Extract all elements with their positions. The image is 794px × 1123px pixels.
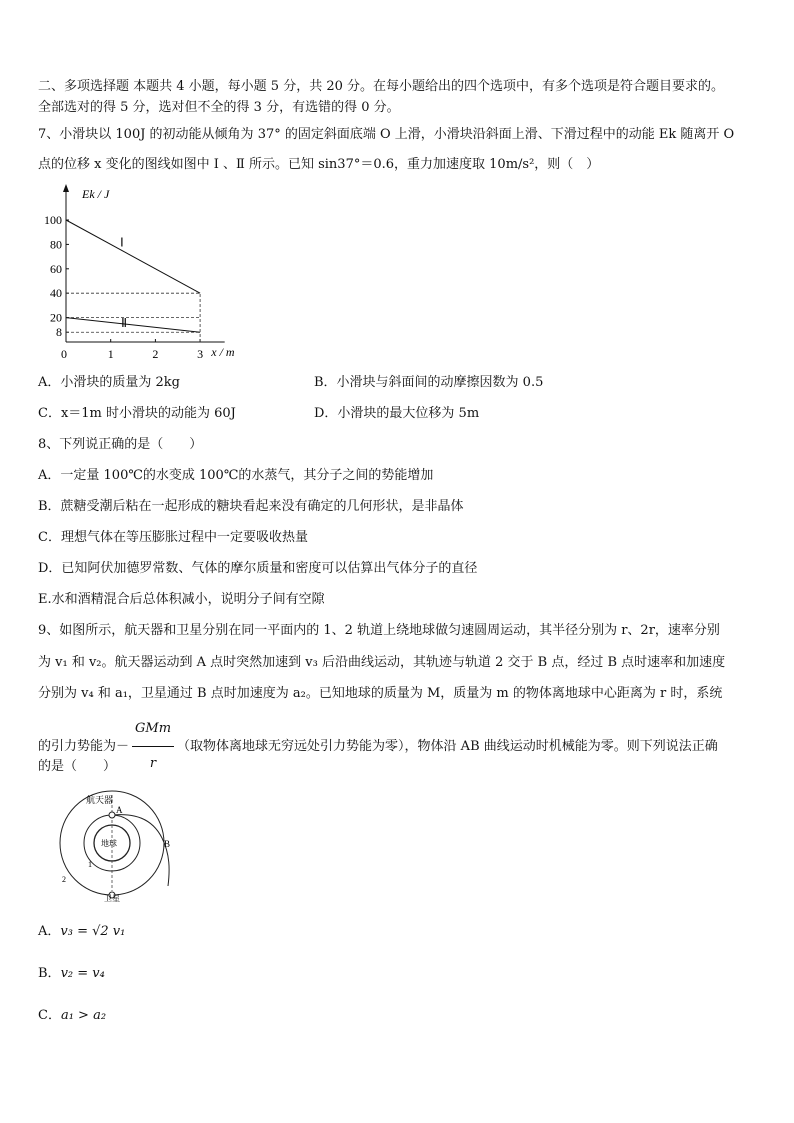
y-axis-label: Ek / J bbox=[82, 187, 110, 201]
label-satellite: 卫星 bbox=[104, 894, 120, 902]
q9-option-b-prefix: B． bbox=[38, 966, 61, 981]
label-orbit-1: 1 bbox=[88, 860, 92, 869]
label-point-a: A bbox=[116, 805, 123, 815]
q9-stem-line3: 分别为 v₄ 和 a₁，卫星通过 B 点时加速度为 a₂。已知地球的质量为 M，质量为 m 的物体离地球中心距离为 r 时，系统 bbox=[38, 686, 723, 701]
q8-option-a: A．一定量 100℃的水变成 100℃的水蒸气，其分子之间的势能增加 bbox=[38, 468, 434, 483]
y-tick-label: 80 bbox=[50, 237, 62, 252]
x-tick-label: 2 bbox=[152, 347, 159, 361]
label-earth: 地球 bbox=[101, 839, 117, 848]
q9-stem-line2: 为 v₁ 和 v₂。航天器运动到 A 点时突然加速到 v₃ 后沿曲线运动，其轨迹与轨道 2 交于 B 点，经过 B 点时速率和加速度 bbox=[38, 655, 726, 670]
spacecraft-marker bbox=[109, 812, 115, 818]
x-tick-label: 1 bbox=[107, 347, 114, 361]
y-axis-arrow bbox=[63, 184, 69, 192]
section-header-line1: 二、多项选择题 本题共 4 小题，每小题 5 分，共 20 分。在每小题给出的四个选项中，有多个选项是符合题目要求的。 bbox=[38, 79, 725, 94]
q9-stem-line1: 9、如图所示，航天器和卫星分别在同一平面内的 1、2 轨道上绕地球做匀速圆周运动，其半径分别为 r、2r，速率分别 bbox=[38, 623, 720, 638]
q7-option-a: A．小滑块的质量为 2kg bbox=[38, 375, 180, 390]
q9-option-a-formula: v₃ = √2 v₁ bbox=[60, 924, 126, 939]
q9-line4-pre: 的引力势能为－ bbox=[38, 739, 130, 754]
q9-option-a bbox=[38, 920, 125, 939]
potential-energy-fraction bbox=[132, 712, 174, 781]
q8-option-b: B．蔗糖受潮后粘在一起形成的糖块看起来没有确定的几何形状，是非晶体 bbox=[38, 499, 464, 514]
series-label-2: Ⅱ bbox=[121, 315, 128, 330]
x-axis-label: x / m bbox=[211, 345, 235, 359]
y-tick-label: 60 bbox=[50, 261, 62, 276]
origin-label: 0 bbox=[61, 347, 67, 361]
q9-option-a-prefix: A． bbox=[38, 924, 61, 939]
y-tick-label: 100 bbox=[44, 213, 62, 227]
x-tick-label: 3 bbox=[197, 347, 204, 361]
fraction-denominator: r bbox=[149, 756, 157, 771]
fraction-numerator: GMm bbox=[132, 712, 174, 747]
label-spacecraft: 航天器 bbox=[86, 795, 114, 805]
y-tick-label: 40 bbox=[50, 286, 62, 301]
q9-line4-post: （取物体离地球无穷远处引力势能为零），物体沿 AB 曲线运动时机械能为零。则下列说法正确 bbox=[177, 739, 718, 754]
q9-stem-line5: 的是（ ） bbox=[38, 759, 117, 774]
q9-option-c-prefix: C． bbox=[38, 1008, 61, 1023]
q7-stem-line2: 点的位移 x 变化的图线如图中 Ⅰ 、Ⅱ 所示。已知 sin37°＝0.6，重力加速度取 10m/s²，则（ ） bbox=[38, 157, 600, 172]
q9-option-b-formula: v₂ = v₄ bbox=[60, 966, 105, 981]
series-line-2 bbox=[66, 315, 200, 333]
series-label-1: Ⅰ bbox=[120, 235, 124, 250]
q9-option-b bbox=[38, 962, 105, 981]
y-tick-label: 20 bbox=[50, 310, 62, 325]
label-point-b: B bbox=[164, 839, 171, 849]
q8-option-e: E.水和酒精混合后总体积减小，说明分子间有空隙 bbox=[38, 592, 325, 607]
q7-option-b: B．小滑块与斜面间的动摩擦因数为 0.5 bbox=[314, 375, 544, 390]
q7-option-c: C．x＝1m 时小滑块的动能为 60J bbox=[38, 406, 236, 421]
q7-stem-line1: 7、小滑块以 100J 的初动能从倾角为 37° 的固定斜面底端 O 上滑，小滑块沿斜面上滑、下滑过程中的动能 Ek 随离开 O bbox=[38, 127, 735, 142]
label-orbit-2: 2 bbox=[62, 875, 66, 884]
q8-option-c: C．理想气体在等压膨胀过程中一定要吸收热量 bbox=[38, 530, 308, 545]
section-header-line2: 全部选对的得 5 分，选对但不全的得 3 分，有选错的得 0 分。 bbox=[38, 100, 400, 115]
q7-ek-chart bbox=[38, 180, 258, 370]
y-tick-label: 8 bbox=[56, 325, 62, 340]
q9-stem-line4 bbox=[38, 712, 718, 781]
q9-option-c-formula: a₁ > a₂ bbox=[60, 1008, 107, 1023]
q7-option-d: D．小滑块的最大位移为 5m bbox=[314, 406, 480, 421]
q9-orbit-diagram bbox=[52, 790, 192, 902]
q8-stem: 8、下列说正确的是（ ） bbox=[38, 437, 203, 452]
q9-option-c bbox=[38, 1004, 106, 1023]
series-line-1 bbox=[66, 220, 200, 293]
q8-option-d: D．已知阿伏加德罗常数、气体的摩尔质量和密度可以估算出气体分子的直径 bbox=[38, 561, 478, 576]
